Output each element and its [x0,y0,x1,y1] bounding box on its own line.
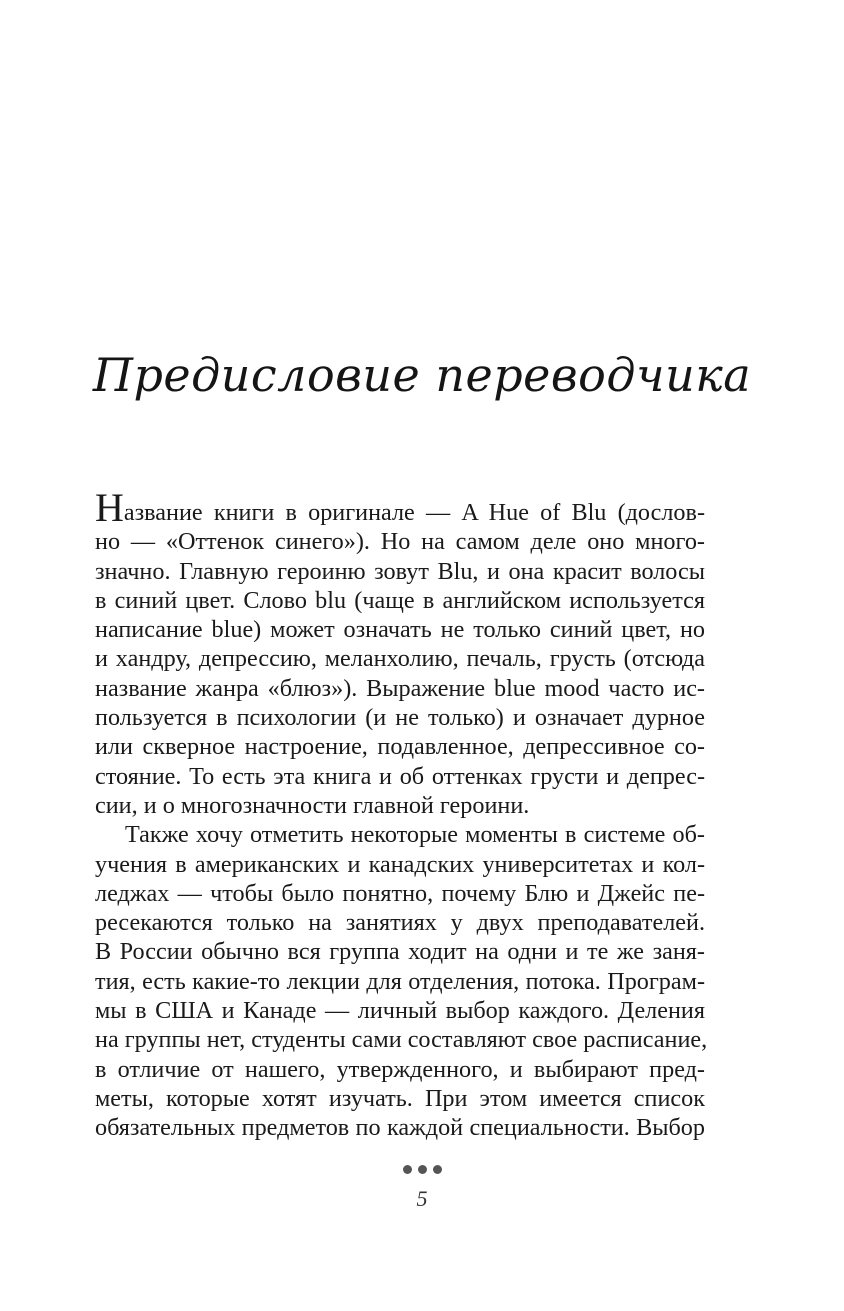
page-number: 5 [416,1186,428,1211]
text-line: меты, которые хотят изучать. При этом имеется список [95,1084,705,1112]
body-text [95,485,708,1143]
text-line [95,485,705,530]
text-line: в синий цвет. Слово blu (чаще в английском используется [95,586,705,614]
text-line: учения в американских и канадских университетах и кол- [95,850,705,878]
text-line: леджах — чтобы было понятно, почему Блю и Джейс пе- [95,879,705,907]
text-line: ресекаются только на занятиях у двух преподавателей. [95,909,705,937]
text-line: написание blue) может означать не только синий цвет, но [95,616,705,644]
chapter-title: Предисловие переводчика [92,348,752,402]
text-line: но — «Оттенок синего»). Но на самом деле оно много- [95,528,705,556]
text-line: Также хочу отметить некоторые моменты в системе об- [125,821,705,849]
text-line: в отличие от нашего, утвержденного, и выбирают пред- [95,1055,705,1083]
dot-icon [403,1165,412,1174]
text-line: стояние. То есть эта книга и об оттенках грусти и депрес- [95,762,705,790]
text-line: В России обычно вся группа ходит на одни и те же заня- [95,938,705,966]
text-line: значно. Главную героиню зовут Blu, и она красит волосы [95,557,705,585]
text-line: на группы нет, студенты сами составляют свое расписание, [95,1026,708,1054]
text-line: пользуется в психологии (и не только) и означает дурное [95,704,705,732]
dot-icon [418,1165,427,1174]
text-line-content: азвание книги в оригинале — A Hue of Blu (дослов- [123,499,705,526]
text-line: обязательных предметов по каждой специальности. Выбор [95,1114,705,1142]
text-line: или скверное настроение, подавленное, депрессивное со- [95,733,705,761]
ornament-dots [0,1163,844,1178]
text-line: мы в США и Канаде — личный выбор каждого. Деления [95,997,705,1025]
text-line: тия, есть какие-то лекции для отделения, потока. Програм- [95,967,705,995]
text-line: название жанра «блюз»). Выражение blue mood часто ис- [95,674,705,702]
text-line: сии, и о многозначности главной героини. [95,791,530,819]
dot-icon [433,1165,442,1174]
drop-cap: Н [95,485,124,530]
text-line: и хандру, депрессию, меланхолию, печаль, грусть (отсюда [95,645,705,673]
